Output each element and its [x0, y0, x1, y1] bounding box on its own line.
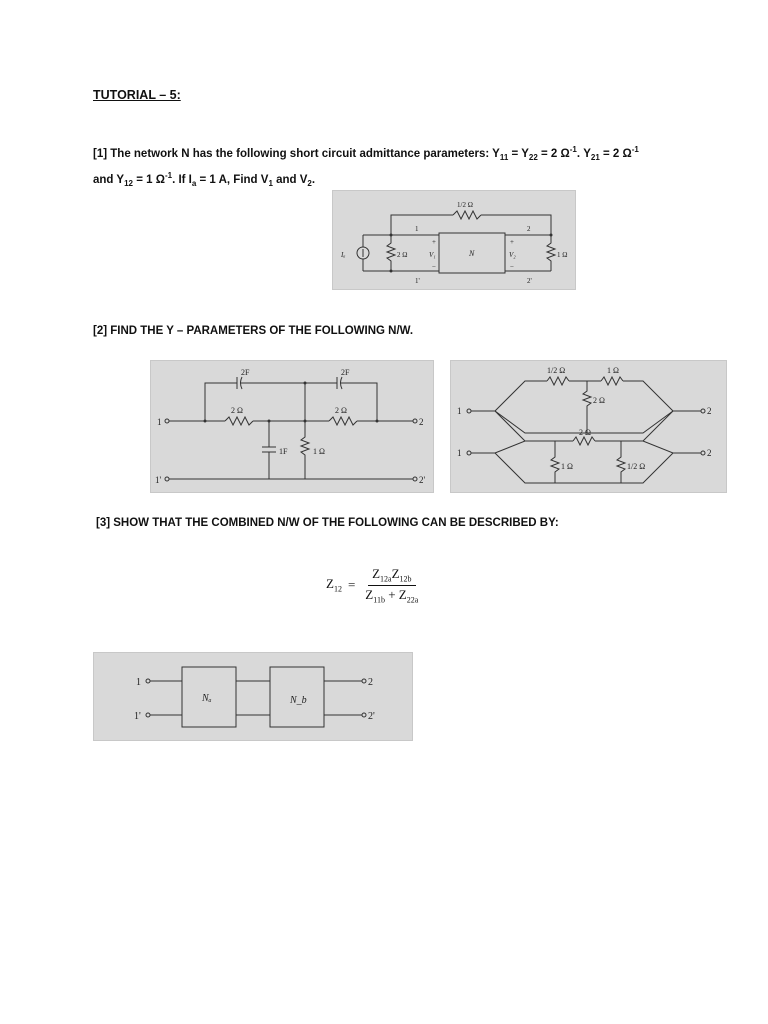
- formula-z: Z: [326, 576, 334, 592]
- formula-fraction: [361, 566, 422, 604]
- wire: [391, 215, 453, 235]
- terminal: [467, 451, 471, 455]
- label-n: N: [469, 249, 475, 258]
- formula-z: Z: [398, 586, 407, 602]
- terminal: [165, 419, 169, 423]
- wire: [495, 411, 525, 441]
- label-r4: 2 Ω: [579, 428, 591, 437]
- resistor-5: [551, 441, 559, 483]
- q1-text: = 2 Ω: [537, 147, 570, 160]
- label-r2: 2 Ω: [335, 406, 347, 415]
- label-plus: +: [432, 238, 436, 246]
- label-v2: V₂: [509, 251, 516, 259]
- q1-text: = 2 Ω: [599, 147, 632, 160]
- question-2: [2] FIND THE Y – PARAMETERS OF THE FOLLOWING N/W.: [93, 325, 414, 337]
- label-n1: 1: [157, 417, 162, 427]
- q1-sub: 11: [499, 153, 509, 163]
- page-title: TUTORIAL – 5:: [93, 88, 181, 102]
- formula: [326, 566, 422, 604]
- q1-text: = 1 A, Find V: [196, 173, 269, 186]
- node-dot: [304, 420, 307, 423]
- q1-text: . If I: [172, 173, 192, 186]
- formula-plus: +: [388, 586, 396, 602]
- label-n2: 2: [419, 417, 424, 427]
- label-node1p: 1': [415, 277, 420, 285]
- resistor-2: [601, 377, 623, 385]
- node-dot: [550, 234, 553, 237]
- wire: [643, 411, 673, 441]
- terminal: [701, 451, 705, 455]
- node-dot: [390, 234, 393, 237]
- node-dot: [376, 420, 379, 423]
- label-r-top: 1/2 Ω: [457, 201, 473, 209]
- terminal: [146, 713, 150, 717]
- resistor-3: [301, 421, 309, 479]
- node-dot: [304, 382, 307, 385]
- node-dot: [268, 420, 271, 423]
- resistor-right: [547, 235, 555, 271]
- wire: [341, 383, 377, 421]
- circuit-diagram-2a: [151, 361, 433, 492]
- terminal: [146, 679, 150, 683]
- formula-sub: 12b: [399, 574, 412, 584]
- terminal: [362, 713, 366, 717]
- circuit-figure-1: [332, 190, 576, 290]
- formula-equals: =: [347, 577, 356, 593]
- question-1: [93, 141, 713, 193]
- resistor-1: [547, 377, 569, 385]
- q1-sub: a: [191, 179, 197, 189]
- wire: [495, 441, 573, 453]
- label-n2p: 2': [368, 711, 375, 722]
- label-c3: 1F: [279, 447, 288, 456]
- q1-text: . Y: [576, 147, 591, 160]
- q1-sup: -1: [569, 145, 577, 154]
- formula-sub: 12a: [380, 574, 392, 584]
- label-r-left: 2 Ω: [397, 251, 408, 259]
- q1-sup: -1: [631, 145, 639, 154]
- q1-sub: 22: [528, 153, 538, 163]
- resistor-4: [573, 437, 595, 445]
- label-nb: N_b: [290, 695, 307, 706]
- q1-sub: 1: [268, 179, 273, 189]
- label-n2: 2: [707, 406, 712, 416]
- q1-text: The network N has the following short circuit admittance parameters: Y: [110, 147, 500, 160]
- resistor-2: [329, 417, 357, 425]
- label-n2p: 2': [419, 475, 426, 485]
- wire: [595, 441, 701, 453]
- label-r1: 1/2 Ω: [547, 366, 566, 375]
- node-dot: [204, 420, 207, 423]
- q1-text: = Y: [508, 147, 529, 160]
- label-plus: +: [510, 238, 514, 246]
- q1-text: .: [311, 173, 316, 186]
- label-source: Iₐ: [341, 251, 346, 259]
- label-node2: 2: [527, 225, 531, 233]
- formula-denominator: [361, 586, 422, 605]
- formula-sub: 11b: [373, 595, 385, 605]
- terminal: [701, 409, 705, 413]
- label-r3: 1 Ω: [313, 447, 325, 456]
- wire: [495, 381, 547, 411]
- resistor-left: [387, 235, 395, 271]
- formula-z: Z: [372, 566, 381, 581]
- q1-text: and Y: [93, 173, 125, 186]
- label-n1: 1: [457, 448, 462, 458]
- label-r2: 1 Ω: [607, 366, 619, 375]
- label-minus: −: [510, 263, 514, 271]
- q1-number: [1]: [93, 147, 108, 160]
- resistor-6: [617, 441, 625, 483]
- label-r-right: 1 Ω: [557, 251, 568, 259]
- q1-sup: -1: [164, 171, 173, 181]
- circuit-diagram-3: [94, 653, 412, 740]
- label-r5: 1 Ω: [561, 462, 573, 471]
- terminal: [413, 477, 417, 481]
- circuit-figure-3: [93, 652, 413, 741]
- label-node2p: 2': [527, 277, 532, 285]
- wire: [623, 381, 701, 411]
- label-r1: 2 Ω: [231, 406, 243, 415]
- terminal: [362, 679, 366, 683]
- wire: [481, 215, 551, 235]
- circuit-diagram-1: [333, 191, 575, 289]
- resistor-top: [453, 211, 481, 219]
- label-n1p: 1': [134, 711, 141, 722]
- terminal: [413, 419, 417, 423]
- label-n2: 2: [707, 448, 712, 458]
- terminal: [467, 409, 471, 413]
- label-minus: −: [432, 263, 436, 271]
- formula-numerator: [368, 566, 415, 586]
- formula-z: Z: [391, 566, 400, 581]
- circuit-diagram-2b: [451, 361, 726, 492]
- label-v1: V₁: [429, 251, 436, 259]
- circuit-figure-2a: [150, 360, 434, 493]
- label-na: Nₐ: [202, 693, 212, 704]
- q1-sub: 2: [307, 179, 312, 189]
- node-dot: [390, 270, 393, 273]
- circuit-figure-2b: [450, 360, 727, 493]
- label-c1: 2F: [241, 368, 250, 377]
- terminal: [165, 477, 169, 481]
- label-r3: 2 Ω: [593, 396, 605, 405]
- label-n1: 1: [136, 677, 141, 688]
- question-3: [3] SHOW THAT THE COMBINED N/W OF THE FOLLOWING CAN BE DESCRIBED BY:: [96, 517, 559, 529]
- q1-sub: 21: [590, 153, 600, 163]
- formula-sub: 12: [333, 584, 342, 594]
- wire: [205, 383, 237, 421]
- label-node1: 1: [415, 225, 419, 233]
- label-n1p: 1': [155, 475, 162, 485]
- label-n1: 1: [457, 406, 462, 416]
- label-c2: 2F: [341, 368, 350, 377]
- wire: [495, 453, 673, 483]
- label-r6: 1/2 Ω: [627, 462, 646, 471]
- label-n2: 2: [368, 677, 373, 688]
- formula-z: Z: [365, 586, 374, 602]
- formula-lhs: [326, 576, 342, 594]
- resistor-1: [225, 417, 253, 425]
- resistor-3: [583, 381, 591, 433]
- q1-text: and V: [272, 173, 308, 186]
- q1-text: = 1 Ω: [133, 173, 165, 186]
- formula-sub: 22a: [406, 595, 419, 605]
- q1-sub: 12: [124, 179, 134, 189]
